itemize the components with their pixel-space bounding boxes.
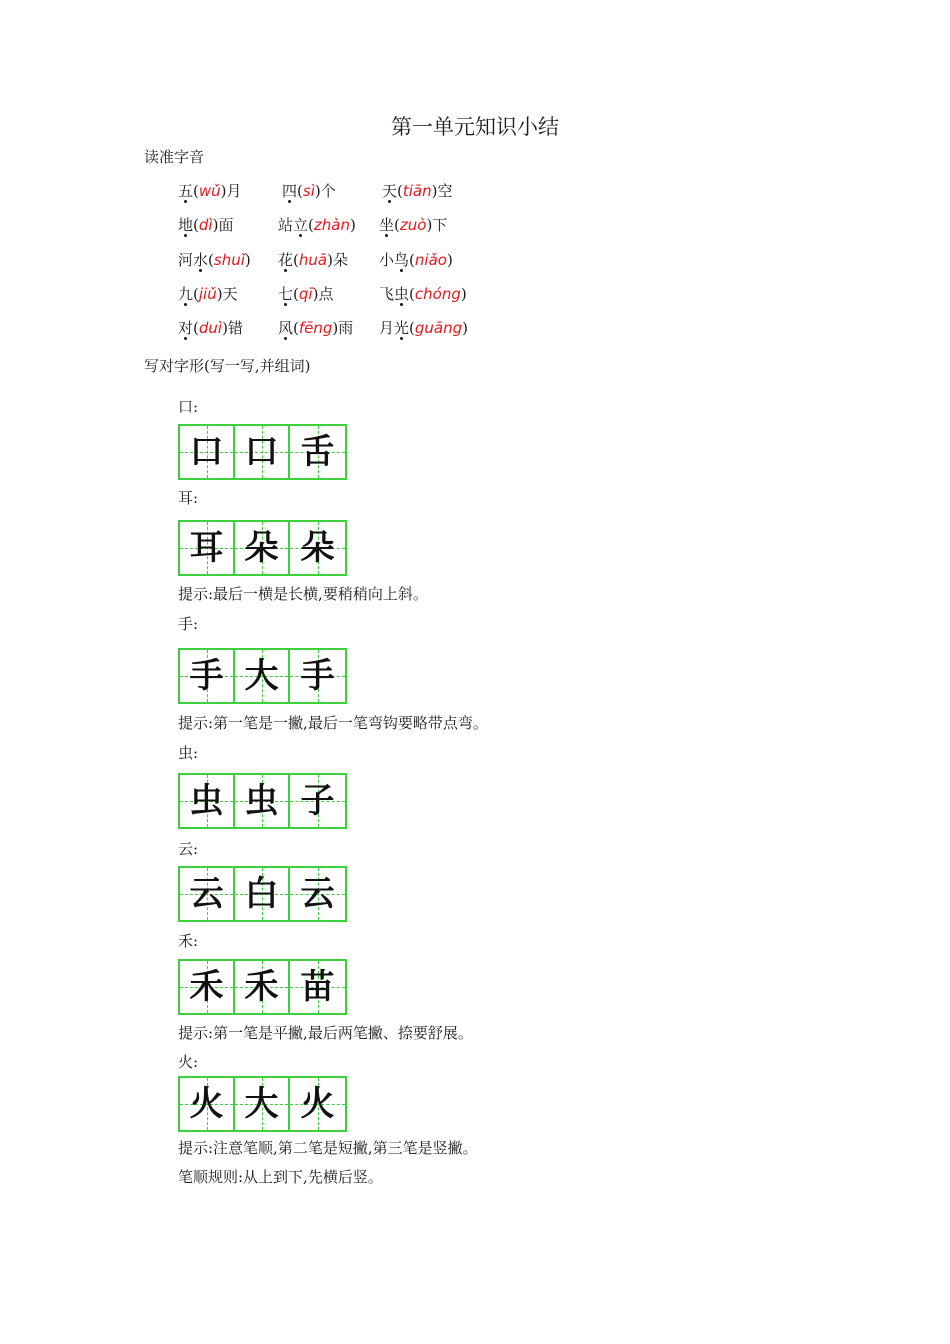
pinyin-text: chóng [414,285,461,303]
stroke-order-rule: 笔顺规则:从上到下,先横后竖。 [178,1168,383,1186]
grid-cell [290,1078,345,1130]
tian-grid [178,773,347,829]
pinyin-item: 河水(shuǐ) [178,251,251,269]
grid-character: 手 [300,656,335,696]
grid-character: 口 [189,432,224,472]
grid-character: 苗 [300,967,335,1007]
grid-character: 火 [189,1084,224,1124]
dotted-character: 对 [178,319,194,337]
grid-cell [290,426,345,478]
grid-cell [235,775,290,827]
pinyin-item: 四(sì)个 [282,182,336,200]
tian-grid [178,959,347,1015]
grid-character: 云 [189,874,224,914]
pinyin-item: 月光(guāng) [379,319,468,337]
dotted-character: 虫 [394,285,410,303]
pinyin-item: 地(dì)面 [178,216,234,234]
grid-cell [180,1078,235,1130]
dotted-character: 天 [382,182,398,200]
dotted-character: 立 [293,216,309,234]
pinyin-item: 九(jiǔ)天 [178,285,238,303]
pinyin-text: guāng [414,319,463,337]
grid-character: 禾 [189,967,224,1007]
page-title: 第一单元知识小结 [391,115,559,139]
pinyin-text: zhàn [313,216,350,234]
grid-cell [290,522,345,574]
char-label: 禾: [178,932,199,950]
grid-character: 虫 [244,781,279,821]
pinyin-item: 七(qī)点 [278,285,334,303]
pinyin-text: tiān [402,182,432,200]
pinyin-item: 坐(zuò)下 [379,216,448,234]
tip-text: 提示:最后一横是长横,要稍稍向上斜。 [178,585,428,603]
pinyin-item: 对(duì)错 [178,319,243,337]
grid-cell [180,426,235,478]
grid-cell [235,961,290,1013]
char-label: 耳: [178,489,199,507]
pinyin-text: niǎo [414,251,447,269]
tian-grid [178,866,347,922]
pinyin-item: 风(fēng)雨 [278,319,354,337]
dotted-character: 七 [278,285,294,303]
pinyin-item: 花(huā)朵 [278,251,348,269]
dotted-character: 坐 [379,216,395,234]
pinyin-item: 小鸟(niǎo) [379,251,453,269]
grid-cell [235,1078,290,1130]
grid-cell [180,961,235,1013]
char-label: 火: [178,1053,199,1071]
pinyin-text: dì [198,216,213,234]
tian-grid [178,520,347,576]
grid-character: 耳 [189,528,224,568]
grid-cell [290,775,345,827]
tip-text: 提示:第一笔是一撇,最后一笔弯钩要略带点弯。 [178,714,488,732]
char-label: 云: [178,840,199,858]
grid-character: 禾 [244,967,279,1007]
grid-cell [290,868,345,920]
tian-grid [178,648,347,704]
grid-cell [180,522,235,574]
grid-character: 虫 [189,781,224,821]
char-label: 手: [178,615,199,633]
char-label: 虫: [178,744,199,762]
grid-cell [180,868,235,920]
grid-character: 大 [244,1084,279,1124]
dotted-character: 地 [178,216,194,234]
pinyin-text: qī [298,285,313,303]
grid-cell [235,522,290,574]
pinyin-text: fēng [298,319,333,337]
pinyin-text: shuǐ [213,251,245,269]
dotted-character: 鸟 [394,251,410,269]
dotted-character: 九 [178,285,194,303]
tian-grid [178,1076,347,1132]
grid-cell [235,650,290,702]
grid-character: 云 [300,874,335,914]
grid-character: 白 [244,874,279,914]
pinyin-item: 飞虫(chóng) [379,285,467,303]
pinyin-item: 天(tiān)空 [382,182,453,200]
grid-cell [235,426,290,478]
pinyin-item: 站立(zhàn) [278,216,356,234]
section-heading-writing: 写对字形(写一写,并组词) [144,357,311,375]
grid-character: 子 [300,781,335,821]
grid-character: 大 [244,656,279,696]
grid-cell [180,650,235,702]
grid-character: 朵 [244,528,279,568]
dotted-character: 花 [278,251,294,269]
tip-text: 提示:注意笔顺,第二笔是短撇,第三笔是竖撇。 [178,1139,478,1157]
char-label: 口: [178,398,199,416]
pinyin-item: 五(wǔ)月 [178,182,242,200]
grid-character: 朵 [300,528,335,568]
grid-cell [235,868,290,920]
dotted-character: 四 [282,182,298,200]
dotted-character: 水 [193,251,209,269]
grid-character: 手 [189,656,224,696]
grid-cell [290,961,345,1013]
pinyin-text: zuò [399,216,427,234]
pinyin-text: jiǔ [198,285,217,303]
dotted-character: 风 [278,319,294,337]
pinyin-text: wǔ [198,182,221,200]
pinyin-text: duì [198,319,223,337]
section-heading-pronunciation: 读准字音 [144,148,205,166]
pinyin-text: huā [298,251,328,269]
tip-text: 提示:第一笔是平撇,最后两笔撇、捺要舒展。 [178,1024,473,1042]
grid-cell [180,775,235,827]
dotted-character: 五 [178,182,194,200]
grid-cell [290,650,345,702]
grid-character: 舌 [300,432,335,472]
tian-grid [178,424,347,480]
pinyin-text: sì [302,182,315,200]
dotted-character: 光 [394,319,410,337]
grid-character: 口 [244,432,279,472]
grid-character: 火 [300,1084,335,1124]
